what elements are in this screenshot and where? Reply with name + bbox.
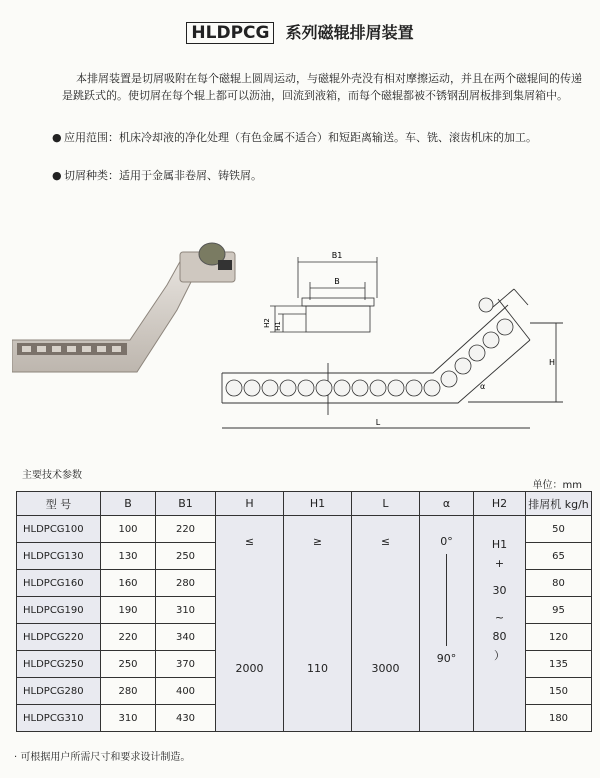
- model-cell: HLDPCG250: [17, 651, 101, 678]
- bullet-dot-icon: ●: [52, 169, 62, 182]
- model-cell: HLDPCG130: [17, 543, 101, 570]
- capacity-cell: 95: [526, 597, 592, 624]
- alpha-min: 0°: [440, 534, 453, 548]
- unit-label: 单位：mm: [532, 480, 582, 491]
- h2-plus: +: [494, 556, 505, 570]
- col-header: 排屑机 kg/h: [526, 492, 592, 516]
- page-title: [0, 20, 600, 44]
- l-cell: [352, 516, 420, 732]
- b1-cell: 400: [156, 678, 216, 705]
- alpha-label: α: [480, 382, 486, 391]
- h-label: H: [548, 358, 556, 367]
- product-photo: [12, 240, 252, 380]
- b-cell: 250: [101, 651, 156, 678]
- col-header: H: [216, 492, 284, 516]
- capacity-cell: 65: [526, 543, 592, 570]
- intro-paragraph: 本排屑装置是切屑吸附在每个磁辊上圆周运动，与磁辊外壳没有相对摩擦运动，并且在两个磁辊间的传递是跳跃式的。使切屑在每个辊上都可以沥油，回流到液箱，而每个磁辊都被不锈钢刮屑板排到集屑箱中。: [62, 72, 582, 102]
- h1-cell: [284, 516, 352, 732]
- b-cell: 190: [101, 597, 156, 624]
- table-header-row: [17, 492, 592, 516]
- b-cell: 160: [101, 570, 156, 597]
- spec-table: [16, 491, 592, 732]
- h2-to: 80: [492, 629, 507, 643]
- h1-label: H1: [274, 321, 282, 331]
- bullet-text: 切屑种类：适用于金属非卷屑、铸铁屑。: [64, 169, 262, 182]
- h2-label: H2: [263, 318, 271, 328]
- capacity-cell: 80: [526, 570, 592, 597]
- capacity-cell: 120: [526, 624, 592, 651]
- b1-cell: 280: [156, 570, 216, 597]
- col-header: H1: [284, 492, 352, 516]
- h-cell: [216, 516, 284, 732]
- h1-symbol: ≥: [312, 534, 323, 548]
- b-cell: 100: [101, 516, 156, 543]
- b1-cell: 250: [156, 543, 216, 570]
- title-text: 系列磁辊排屑装置: [285, 23, 414, 42]
- col-header: α: [420, 492, 474, 516]
- b1-label: B1: [331, 251, 343, 260]
- h2-cell: [474, 516, 526, 732]
- h2-close: ）: [494, 648, 505, 662]
- h1-value: 110: [307, 661, 328, 675]
- b1-cell: 430: [156, 705, 216, 732]
- h-symbol: ≤: [244, 534, 255, 548]
- col-header: 型 号: [17, 492, 101, 516]
- b1-cell: 370: [156, 651, 216, 678]
- l-label: L: [375, 418, 381, 427]
- bullet-dot-icon: ●: [52, 131, 62, 144]
- model-cell: HLDPCG220: [17, 624, 101, 651]
- alpha-range-line: [446, 554, 447, 646]
- b-label: B: [334, 277, 340, 286]
- b1-cell: 340: [156, 624, 216, 651]
- col-header: B: [101, 492, 156, 516]
- footnote: · 可根据用户所需尺寸和要求设计制造。: [14, 752, 191, 763]
- capacity-cell: 135: [526, 651, 592, 678]
- model-cell: HLDPCG310: [17, 705, 101, 732]
- capacity-cell: 50: [526, 516, 592, 543]
- h2-top: H1: [491, 537, 508, 551]
- params-title: 主要技术参数: [22, 470, 82, 481]
- col-header: B1: [156, 492, 216, 516]
- model-cell: HLDPCG280: [17, 678, 101, 705]
- model-cell: HLDPCG190: [17, 597, 101, 624]
- b-cell: 280: [101, 678, 156, 705]
- model-box: HLDPCG: [186, 22, 274, 44]
- b1-cell: 310: [156, 597, 216, 624]
- bullet-text: 应用范围：机床冷却液的净化处理（有色金属不适合）和短距离输送。车、铣、滚齿机床的加工。: [64, 131, 537, 144]
- h2-from: 30: [492, 583, 507, 597]
- b-cell: 130: [101, 543, 156, 570]
- model-cell: HLDPCG100: [17, 516, 101, 543]
- alpha-max: 90°: [436, 651, 457, 665]
- model-cell: HLDPCG160: [17, 570, 101, 597]
- b1-cell: 220: [156, 516, 216, 543]
- capacity-cell: 150: [526, 678, 592, 705]
- l-value: 3000: [371, 661, 400, 675]
- b-cell: 220: [101, 624, 156, 651]
- capacity-cell: 180: [526, 705, 592, 732]
- side-view-drawing: [218, 285, 578, 445]
- table-row: [17, 516, 592, 543]
- alpha-cell: [420, 516, 474, 732]
- h2-tilde: ~: [494, 610, 505, 624]
- bullet-chip-type: [52, 168, 582, 184]
- l-symbol: ≤: [380, 534, 391, 548]
- bullet-application: [52, 130, 582, 146]
- b-cell: 310: [101, 705, 156, 732]
- col-header: L: [352, 492, 420, 516]
- col-header: H2: [474, 492, 526, 516]
- h-value: 2000: [235, 661, 264, 675]
